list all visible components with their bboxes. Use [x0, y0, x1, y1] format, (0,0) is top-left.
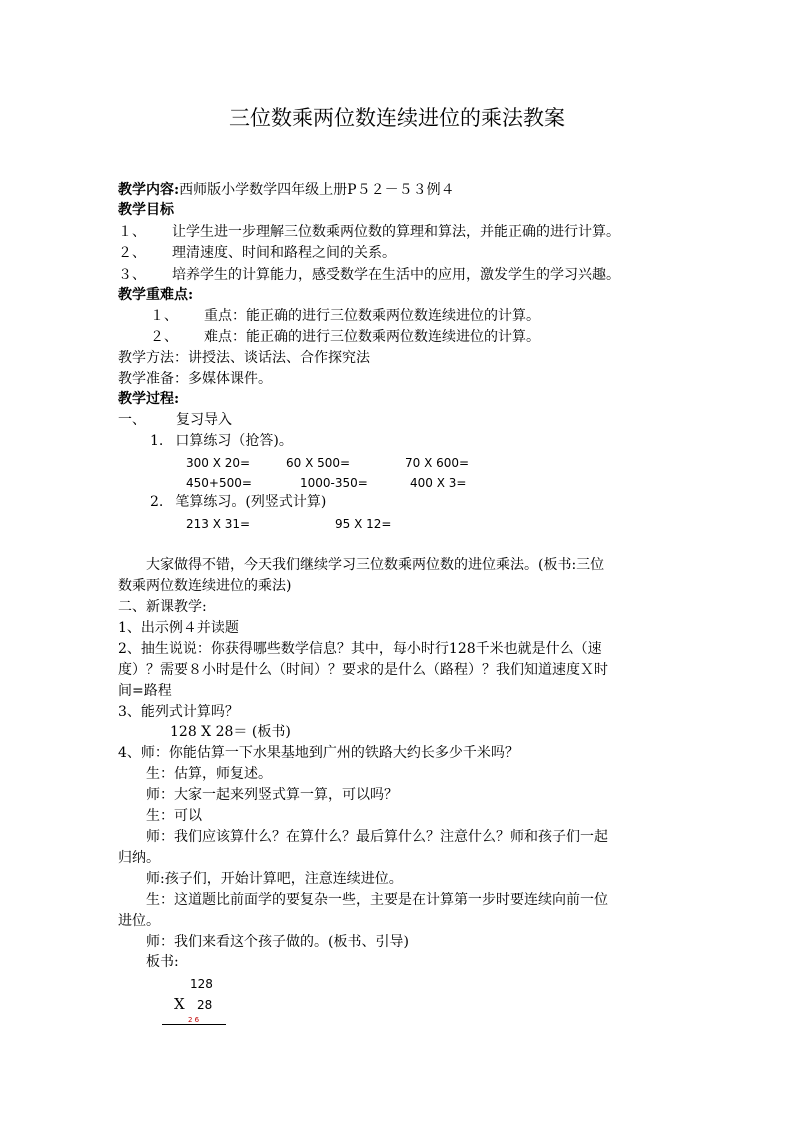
section-1-text: 复习导入: [176, 412, 232, 428]
key-point-1-text: 重点：能正确的进行三位数乘两位数连续进位的计算。: [204, 308, 540, 324]
step-2-line2: 度）？需要８小时是什么（时间）？要求的是什么（路程）？我们知道速度Ｘ时: [118, 662, 608, 678]
step-2-line3: 间=路程: [118, 683, 172, 699]
oral-text: 口算练习（抢答)。: [175, 433, 293, 449]
key-point-2-text: 难点：能正确的进行三位数乘两位数连续进位的计算。: [204, 329, 540, 345]
key-point-2-num: ２、: [150, 329, 178, 345]
written-item-2: 95 X 12=: [335, 517, 392, 531]
goal-2: [118, 243, 396, 263]
key-point-1-num: １、: [150, 308, 178, 324]
written-item-1: 213 X 31=: [186, 517, 251, 531]
written-text: 笔算练习。(列竖式计算): [175, 494, 327, 510]
key-points-heading: 教学重难点:: [118, 287, 194, 303]
step-4: 4、师：你能估算一下水果基地到广州的铁路大约长多少千米吗？: [118, 745, 519, 761]
prep-line: 教学准备：多媒体课件。: [118, 371, 272, 387]
vertical-operator: X: [174, 995, 185, 1013]
step-3: 3、能列式计算吗？: [118, 704, 239, 720]
board-label: 板书:: [146, 954, 179, 970]
written-practice: [150, 492, 326, 512]
section-1-num: 一、: [118, 412, 146, 428]
step-3-formula: 128 X 28＝ (板书): [170, 724, 291, 740]
oral-practice: [150, 431, 293, 451]
oral-item-1: 300 X 20=: [186, 456, 251, 470]
content-value: 西师版小学数学四年级上册P５２－５３例４: [179, 182, 455, 198]
dialog-5: 师:孩子们，开始计算吧，注意连续进位。: [146, 871, 403, 887]
goal-1-text: 让学生进一步理解三位数乘两位数的算理和算法，并能正确的进行计算。: [172, 224, 620, 240]
goal-1: [118, 222, 620, 242]
oral-item-6: 400 X 3=: [410, 476, 467, 490]
goal-2-num: ２、: [118, 245, 146, 261]
section-2-heading: 二、新课教学:: [118, 599, 207, 615]
goal-1-num: １、: [118, 224, 146, 240]
vertical-multiplicand: 128: [190, 977, 213, 991]
dialog-1: 生：估算，师复述。: [146, 766, 272, 782]
oral-item-5: 1000-350=: [300, 476, 368, 490]
content-line: [118, 180, 455, 200]
oral-num: 1.: [150, 433, 164, 449]
method-line: 教学方法：讲授法、谈话法、合作探究法: [118, 350, 370, 366]
goal-3-num: ３、: [118, 267, 146, 283]
goal-3: [118, 265, 620, 285]
goals-heading: 教学目标: [118, 202, 174, 218]
dialog-2: 师：大家一起来列竖式算一算，可以吗？: [146, 787, 398, 803]
para1-line2: 数乘两位数连续进位的乘法): [118, 578, 292, 594]
step-1: 1、出示例４并读题: [118, 620, 239, 636]
content-label: 教学内容:: [118, 182, 180, 198]
para1-line1: 大家做得不错，今天我们继续学习三位数乘两位数的进位乘法。(板书:三位: [146, 557, 605, 573]
dialog-7: 师：我们来看这个孩子做的。(板书、引导): [146, 934, 409, 950]
dialog-4-line2: 归纳。: [118, 850, 160, 866]
dialog-3: 生：可以: [146, 808, 202, 824]
step-2-line1: 2、抽生说说：你获得哪些数学信息？其中，每小时行128千米也就是什么（速: [118, 641, 602, 657]
section-1-heading: [118, 410, 232, 430]
written-num: 2.: [150, 494, 164, 510]
oral-item-2: 60 X 500=: [286, 456, 351, 470]
carry-digits: 2 6: [188, 1016, 200, 1024]
dialog-6-line2: 进位。: [118, 913, 160, 929]
dialog-6-line1: 生：这道题比前面学的要复杂一些，主要是在计算第一步时要连续向前一位: [146, 892, 608, 908]
page-title: 三位数乘两位数连续进位的乘法教案: [229, 106, 565, 130]
key-point-1: [150, 306, 540, 326]
oral-item-4: 450+500=: [186, 476, 252, 490]
oral-item-3: 70 X 600=: [405, 456, 470, 470]
goal-2-text: 理清速度、时间和路程之间的关系。: [172, 245, 396, 261]
process-heading: 教学过程:: [118, 391, 180, 407]
goal-3-text: 培养学生的计算能力，感受数学在生活中的应用，激发学生的学习兴趣。: [172, 267, 620, 283]
vertical-rule: [162, 1024, 226, 1025]
dialog-4-line1: 师：我们应该算什么？在算什么？最后算什么？注意什么？师和孩子们一起: [146, 829, 608, 845]
key-point-2: [150, 327, 540, 347]
vertical-multiplier: 28: [197, 998, 213, 1012]
